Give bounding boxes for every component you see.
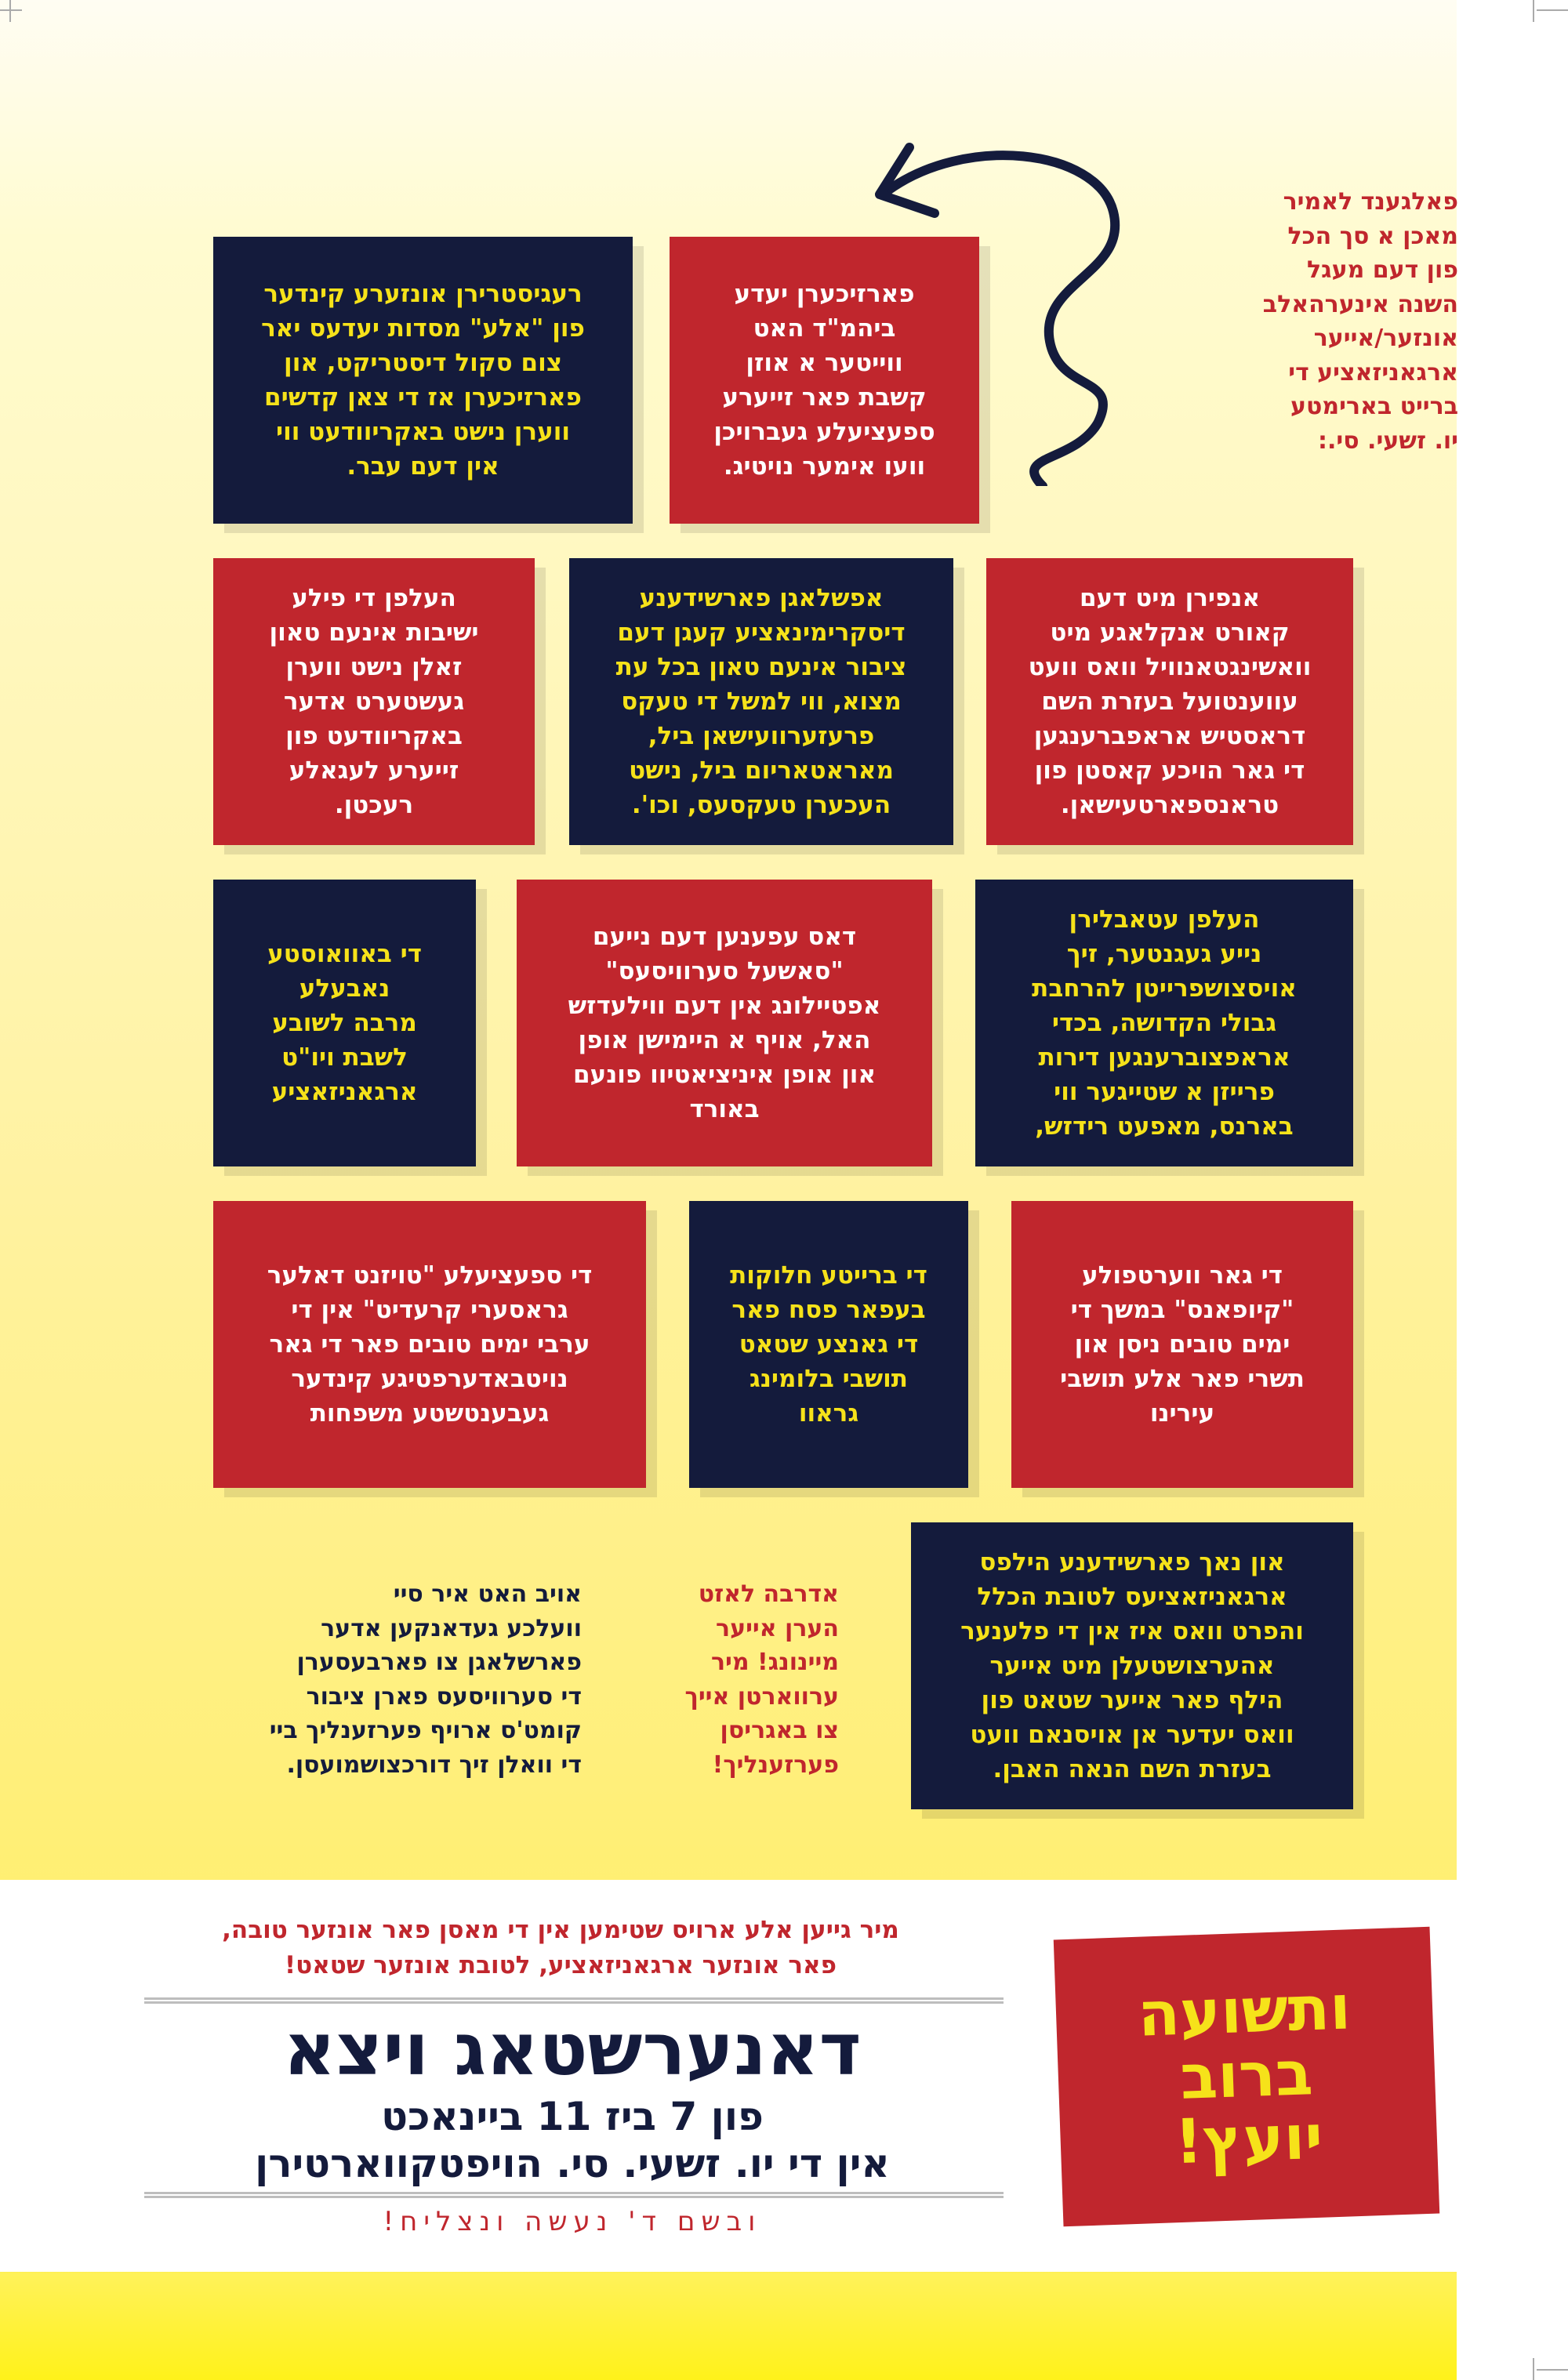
footer-divider bbox=[144, 2001, 1004, 2004]
charity-organization-box: די באוואוסטע נאבעלע מרבה לשובע לשבת ויו"ט ארגאניזאציע bbox=[213, 880, 476, 1166]
synagogue-needs-box: פארזיכערן יעדע ביהמ"ד האט ווייטער א אוזן קשבת פאר זייערע ספעציעלע געברויכן וועו אימער נויטיג. bbox=[670, 237, 979, 524]
transportation-lawsuit-box: אנפירן מיט דעם קאורט אנקלאגע מיט וואשינגטאנוויל וואס וועט עווענטועל בעזרת השם דראסטיש אראפברענגען די גאר הויכע קאסטן פון טראנספארטעישאן. bbox=[986, 558, 1353, 845]
footer-headline: דאנערשטאג ויצא bbox=[283, 2008, 862, 2092]
more-organizations-box: און נאך פארשידענע הילפס ארגאניזאציעס לטובת הכלל והפרט וואס איז אין די פלענער אהערצושטעלן מיט אייער הילף פאר אייער שטאט פון וואס יעדער אן אויסנאם וועט בעזרת השם הנאה האבן. bbox=[911, 1522, 1353, 1809]
footer-location: אין די יו. זשעי. סי. הויפטקווארטירן bbox=[255, 2141, 890, 2186]
new-neighborhoods-box: העלפן עטאבלירן נייע געגנטער, זיך אויסצושפרייטן להרחבת גבולי הקדושה, בכדי אראפצוברענגען דירות פרייזן א שטייגער ווי בארנס, מאפעט רידזש, bbox=[975, 880, 1353, 1166]
slogan-stamp: ותשועה ברוב יועץ! bbox=[1054, 1927, 1439, 2227]
footer-blessing: ובשם ד' נעשה ונצליח! bbox=[383, 2206, 762, 2237]
side-note: פאלגענד לאמיר מאכן א סך הכל פון דעם מעגל השנה אינערהאלב אונזער/אייער ארגאניזאציע די ברייט בארימטע יו. זשעי. סי.: bbox=[1262, 188, 1458, 455]
feedback-note: אויב האט איר סיי וועלכע געדאנקען אדער פארשלאגן צו פארבעסערן די סערוויסעס פארן ציבור קומט'ס ארויף פערזענליך ביי די וואלן זיך דורכצושמועסן. bbox=[269, 1580, 582, 1779]
passover-distribution-box: די ברייטע חלוקות בעפאר פסח פאר די גאנצע שטאט תושבי בלומינג גראוו bbox=[689, 1201, 968, 1488]
crop-mark bbox=[1533, 0, 1534, 22]
yeshivas-box: העלפן די פילע ישיבות אינעם טאון זאלן נישט ווערן געשטערט אדער באקריוודעט פון זייערע לעגאלע רעכטן. bbox=[213, 558, 535, 845]
coupons-box: די גאר ווערטפולע "קיופאנס" במשך די ימים טובים ניסן און תשרי פאר אלע תושבי עירינו bbox=[1011, 1201, 1353, 1488]
bottom-strip bbox=[0, 2273, 1457, 2380]
social-services-box: דאס עפענען דעם נייעם "סאשעל סערוויסעס" אפטיילונג אין דעם ווילעדזש האל, אויף א היימישן אופן און אופן איניציאטיוו פונעם באורד bbox=[517, 880, 932, 1166]
footer-divider bbox=[144, 2192, 1004, 2194]
grocery-credit-box: די ספעציעלע "טויזנט דאלער גראסערי קרעדיט" אין די ערבי ימים טובים פאר די גאר נויטבאדערפטיגע קינדער געבענטשטע משפחות bbox=[213, 1201, 646, 1488]
crop-mark bbox=[1533, 2358, 1534, 2380]
crop-mark bbox=[1537, 9, 1568, 11]
registration-box: רעגיסטרירן אונזערע קינדער פון "אלע" מסדות יעדעס יאר צום סקול דיסטריקט, און פארזיכערן אז די צאן קדשים ווערן נישט באקריוודעט ווי אין דעם עבר. bbox=[213, 237, 633, 524]
footer-divider bbox=[144, 2196, 1004, 2198]
discrimination-box: אפשלאגן פארשידענע דיסקרימינאציע קעגן דעם ציבור אינעם טאון בכל עת מצוא, ווי למשל די טעקס פרעזערוועישאן ביל, מאראטאריום ביל, נישט העכערן טעקסעס, וכו'. bbox=[569, 558, 953, 845]
footer-dates: פון 7 ביז 11 ביינאכט bbox=[381, 2094, 764, 2139]
crop-mark bbox=[0, 9, 22, 11]
footer-tagline: מיר גייען אלע ארויס שטימען אין די מאסן פאר אונזער טובה, פאר אונזער ארגאניזאציע, לטובת אונזער שטאט! bbox=[222, 1916, 899, 1979]
crop-mark bbox=[1537, 2369, 1568, 2371]
invitation-note: אדרבה לאזט הערן אייער מיינונג! מיר ערווארטן אייך צו באגריסן פערזענליך! bbox=[684, 1580, 839, 1779]
crop-mark bbox=[9, 0, 11, 22]
footer-divider bbox=[144, 1997, 1004, 2000]
